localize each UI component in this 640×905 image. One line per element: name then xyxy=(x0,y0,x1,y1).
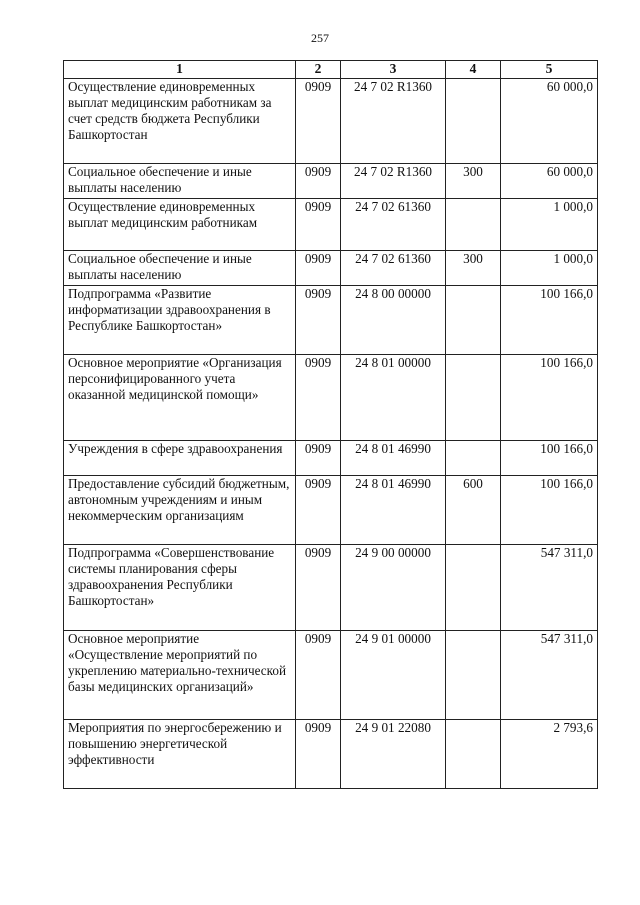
row-target-code: 24 9 00 00000 xyxy=(341,545,446,631)
row-expense-type xyxy=(446,286,501,355)
header-row xyxy=(64,61,598,79)
row-name: Подпрограмма «Развитие информатизации здравоохранения в Республике Башкортостан» xyxy=(64,286,296,355)
row-amount: 547 311,0 xyxy=(501,631,598,720)
row-expense-type xyxy=(446,355,501,441)
row-expense-type xyxy=(446,631,501,720)
row-name: Подпрограмма «Совершенствование системы планирования сферы здравоохранения Республики Башкортостан» xyxy=(64,545,296,631)
row-expense-type: 300 xyxy=(446,251,501,286)
header-col-3: 3 xyxy=(341,61,446,79)
row-amount: 100 166,0 xyxy=(501,286,598,355)
row-section: 0909 xyxy=(296,164,341,199)
row-section: 0909 xyxy=(296,355,341,441)
table-row xyxy=(64,441,598,476)
row-amount: 547 311,0 xyxy=(501,545,598,631)
row-name: Социальное обеспечение и иные выплаты населению xyxy=(64,251,296,286)
row-name: Учреждения в сфере здравоохранения xyxy=(64,441,296,476)
table-row xyxy=(64,476,598,545)
row-section: 0909 xyxy=(296,476,341,545)
row-target-code: 24 7 02 61360 xyxy=(341,199,446,251)
header-col-1: 1 xyxy=(64,61,296,79)
row-section: 0909 xyxy=(296,545,341,631)
row-expense-type xyxy=(446,441,501,476)
page-number: 257 xyxy=(311,31,329,45)
row-section: 0909 xyxy=(296,441,341,476)
budget-table xyxy=(63,60,598,789)
row-amount: 2 793,6 xyxy=(501,720,598,789)
row-target-code: 24 7 02 R1360 xyxy=(341,79,446,164)
row-amount: 1 000,0 xyxy=(501,251,598,286)
row-section: 0909 xyxy=(296,631,341,720)
row-expense-type xyxy=(446,545,501,631)
row-amount: 100 166,0 xyxy=(501,355,598,441)
table-row xyxy=(64,164,598,199)
row-expense-type xyxy=(446,79,501,164)
row-section: 0909 xyxy=(296,286,341,355)
row-target-code: 24 9 01 00000 xyxy=(341,631,446,720)
row-name: Предоставление субсидий бюджетным, автономным учреждениям и иным некоммерческим организациям xyxy=(64,476,296,545)
row-name: Осуществление единовременных выплат медицинским работникам xyxy=(64,199,296,251)
row-section: 0909 xyxy=(296,79,341,164)
row-expense-type: 600 xyxy=(446,476,501,545)
row-amount: 100 166,0 xyxy=(501,441,598,476)
row-target-code: 24 8 01 46990 xyxy=(341,476,446,545)
row-amount: 100 166,0 xyxy=(501,476,598,545)
row-section: 0909 xyxy=(296,251,341,286)
row-expense-type xyxy=(446,720,501,789)
table-row xyxy=(64,79,598,164)
table-row xyxy=(64,251,598,286)
table-row xyxy=(64,545,598,631)
row-expense-type xyxy=(446,199,501,251)
row-name: Социальное обеспечение и иные выплаты населению xyxy=(64,164,296,199)
table-row xyxy=(64,286,598,355)
row-section: 0909 xyxy=(296,720,341,789)
row-amount: 60 000,0 xyxy=(501,79,598,164)
row-target-code: 24 9 01 22080 xyxy=(341,720,446,789)
header-col-4: 4 xyxy=(446,61,501,79)
row-target-code: 24 8 01 46990 xyxy=(341,441,446,476)
row-section: 0909 xyxy=(296,199,341,251)
row-target-code: 24 7 02 61360 xyxy=(341,251,446,286)
table-row xyxy=(64,720,598,789)
row-name: Мероприятия по энергосбережению и повышению энергетической эффективности xyxy=(64,720,296,789)
row-amount: 60 000,0 xyxy=(501,164,598,199)
row-name: Осуществление единовременных выплат медицинским работникам за счет средств бюджета Республики Башкортостан xyxy=(64,79,296,164)
row-target-code: 24 8 01 00000 xyxy=(341,355,446,441)
table-row xyxy=(64,199,598,251)
row-target-code: 24 8 00 00000 xyxy=(341,286,446,355)
row-amount: 1 000,0 xyxy=(501,199,598,251)
row-target-code: 24 7 02 R1360 xyxy=(341,164,446,199)
table-row xyxy=(64,355,598,441)
row-name: Основное мероприятие «Организация персонифицированного учета оказанной медицинской помощи» xyxy=(64,355,296,441)
row-expense-type: 300 xyxy=(446,164,501,199)
row-name: Основное мероприятие «Осуществление мероприятий по укреплению материально-технической базы медицинских организаций» xyxy=(64,631,296,720)
header-col-5: 5 xyxy=(501,61,598,79)
table-row xyxy=(64,631,598,720)
header-col-2: 2 xyxy=(296,61,341,79)
